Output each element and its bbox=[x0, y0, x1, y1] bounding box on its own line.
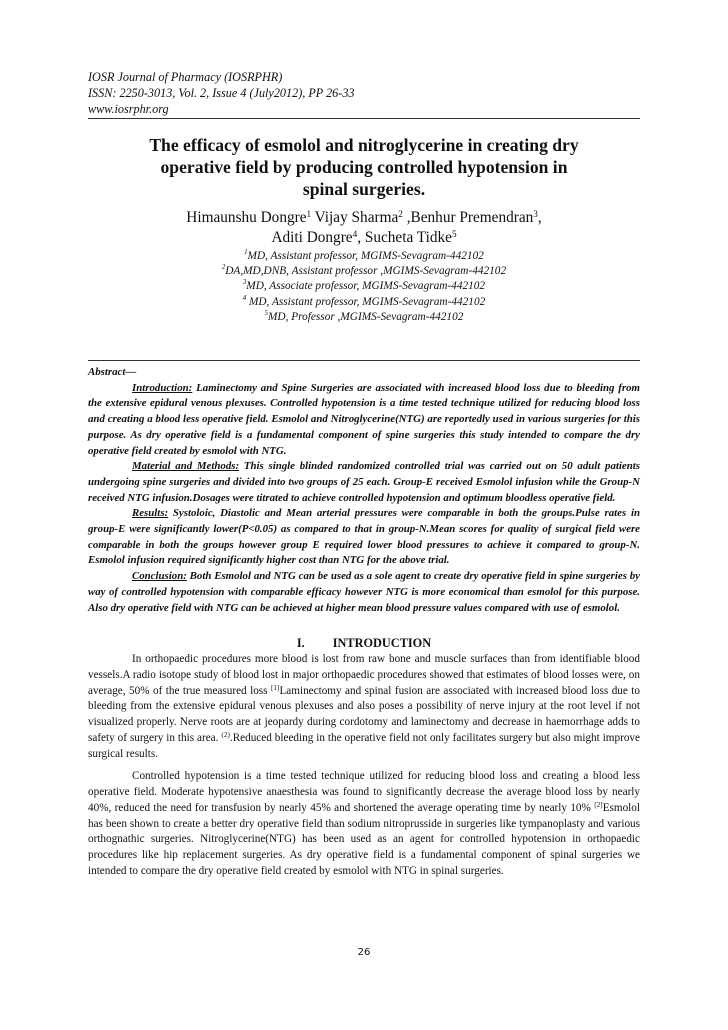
author-affil-mark: 2 bbox=[398, 209, 403, 219]
affiliation bbox=[88, 249, 640, 264]
author-name: Aditi Dongre bbox=[271, 229, 353, 246]
body-text-run: .Reduced bleeding in the operative field not only facilitates surgery but also might improve surgical results. bbox=[88, 731, 640, 760]
section-heading bbox=[88, 635, 640, 651]
author-separator: , bbox=[537, 209, 542, 226]
author-name: Himaunshu Dongre bbox=[186, 209, 307, 226]
title-line: The efficacy of esmolol and nitroglycerine in creating dry bbox=[149, 135, 579, 155]
affiliation-mark: 2 bbox=[221, 264, 226, 272]
body-text-run: Esmolol has been shown to create a better dry operative field than sodium nitroprusside in surgeries like tympanoplasty and various orthognathic surgeries. Nitroglycerine(NTG) has been used as an agent for controlled hypotension in orthopaedic procedures like hip replacement surgeries. As dry operative field is a fundamental component of spinal surgeries we intended to compare the dry operative field created by esmolol with NTG in spinal surgeries. bbox=[88, 801, 640, 877]
citation-ref: (2) bbox=[221, 730, 230, 739]
author-affil-mark: 5 bbox=[451, 229, 457, 239]
affiliation-mark: 3 bbox=[242, 279, 247, 287]
affiliation bbox=[88, 310, 640, 325]
abstract-label: Conclusion: bbox=[132, 570, 187, 583]
affiliation-text: MD, Assistant professor, MGIMS-Sevagram-442102 bbox=[247, 250, 484, 262]
affiliation-mark: 1 bbox=[244, 249, 248, 256]
affiliation-text: MD, Professor ,MGIMS-Sevagram-442102 bbox=[268, 310, 464, 323]
affiliation-mark: 4 bbox=[242, 294, 247, 302]
author-name: Vijay Sharma bbox=[311, 209, 399, 226]
author-name: , Sucheta Tidke bbox=[357, 229, 452, 246]
abstract-results bbox=[88, 506, 640, 569]
citation-ref: [2] bbox=[594, 800, 603, 809]
abstract-text: Systoloic, Diastolic and Mean arterial pressures were comparable in both the groups.Pulse rates in group-E were significantly lower(P<0.05) as compared to that in group-N.Mean scores for quality of surgical field were comparable in both the groups however group E required lower blood pressures to achieve it compared to group-N. Esmolol infusion required significantly higher cost than NTG for the above trial. bbox=[88, 507, 640, 567]
author-list bbox=[88, 208, 640, 248]
journal-url[interactable]: www.iosrphr.org bbox=[88, 102, 169, 116]
section-number: I. bbox=[296, 636, 305, 650]
author-affil-mark: 1 bbox=[306, 209, 312, 219]
body-text bbox=[88, 652, 640, 880]
author-affil-mark: 4 bbox=[352, 229, 358, 239]
affiliation bbox=[88, 295, 640, 310]
journal-header bbox=[88, 69, 355, 117]
title-line: operative field by producing controlled hypotension in bbox=[160, 157, 568, 177]
author-line bbox=[88, 228, 640, 248]
paper-title bbox=[88, 134, 640, 200]
page-number: 26 bbox=[357, 947, 371, 958]
body-paragraph bbox=[88, 769, 640, 879]
affiliation-text: DA,MD,DNB, Assistant professor ,MGIMS-Sevagram-442102 bbox=[225, 265, 507, 278]
section-title: INTRODUCTION bbox=[332, 636, 432, 650]
affiliation-text: MD, Associate professor, MGIMS-Sevagram-442102 bbox=[246, 280, 486, 293]
journal-issn: ISSN: 2250-3013, Vol. 2, Issue 4 (July2012), PP 26-33 bbox=[88, 86, 355, 100]
abstract-label: Material and Methods: bbox=[132, 460, 240, 473]
author-affil-mark: 3 bbox=[533, 209, 538, 219]
body-paragraph bbox=[88, 652, 640, 762]
abstract-conclusion bbox=[88, 569, 640, 616]
author-line bbox=[88, 208, 640, 228]
body-text-run: Controlled hypotension is a time tested technique utilized for reducing blood loss and creating a blood less operative field. Moderate hypotensive anaesthesia was found to significantly decrease the average blood loss by nearly 40%, reduced the need for transfusion by nearly 45% and shortened the average operating time by nearly 10% bbox=[88, 770, 640, 814]
abstract-introduction bbox=[88, 381, 640, 460]
abstract-heading: Abstract— bbox=[88, 366, 137, 378]
abstract-text: Laminectomy and Spine Surgeries are associated with increased blood loss due to bleeding from the extensive epidural venous plexuses. Controlled hypotension is a time tested technique utilized for reducing blood loss and creating a blood less operative field. Esmolol and Nitroglycerine(NTG) are reportedly used in various surgeries for this purpose. As dry operative field is a fundamental component of spine surgeries this study intended to compare the dry operative field created by esmolol with NTG. bbox=[88, 381, 640, 457]
body-text-run: Laminectomy and spinal fusion are associated with increased blood loss due to bleeding from the extensive epidural venous plexuses and also poses a possibility of nerve injury at the root level if not visualized properly. Nerve roots are at jeopardy during cordotomy and laminectomy and decrease in haemorrhage adds to safety of surgery in this area. bbox=[88, 684, 641, 744]
abstract-text: This single blinded randomized controlled trial was carried out on 50 adult patients undergoing spine surgeries and divided into two groups of 25 each. Group-E received Esmolol infusion while the Group-N received NTG infusion.Dosages were titrated to achieve controlled hypotension and optimum bloodless operative field. bbox=[88, 460, 640, 504]
abstract bbox=[88, 365, 640, 616]
affiliation-mark: 5 bbox=[264, 309, 268, 317]
abstract-rule bbox=[88, 360, 640, 361]
abstract-label: Introduction: bbox=[132, 381, 193, 394]
journal-name: IOSR Journal of Pharmacy (IOSRPHR) bbox=[88, 70, 283, 84]
header-rule bbox=[88, 118, 640, 119]
citation-ref: [1] bbox=[270, 683, 280, 692]
abstract-label: Results: bbox=[132, 507, 169, 520]
body-text-run: In orthopaedic procedures more blood is lost from raw bone and muscle surfaces than from identifiable blood vessels.A radio isotope study of blood lost in major orthopaedic procedures showed that estimates of blood losses were, on average, 50% of the true measured loss bbox=[88, 653, 640, 697]
affiliation bbox=[88, 264, 640, 279]
affiliation-text: MD, Assistant professor, MGIMS-Sevagram-442102 bbox=[246, 295, 486, 308]
title-line: spinal surgeries. bbox=[302, 179, 426, 199]
abstract-text: Both Esmolol and NTG can be used as a sole agent to create dry operative field in spine surgeries by way of controlled hypotension with comparable efficacy however NTG is more economical than esmolol for this purpose. Also dry operative field with NTG can be achieved at higher mean blood pressure values compared with use of esmolol. bbox=[88, 570, 640, 614]
author-name: ,Benhur Premendran bbox=[402, 209, 534, 226]
affiliation bbox=[88, 279, 640, 294]
affiliation-list bbox=[88, 249, 640, 325]
abstract-methods bbox=[88, 459, 640, 506]
